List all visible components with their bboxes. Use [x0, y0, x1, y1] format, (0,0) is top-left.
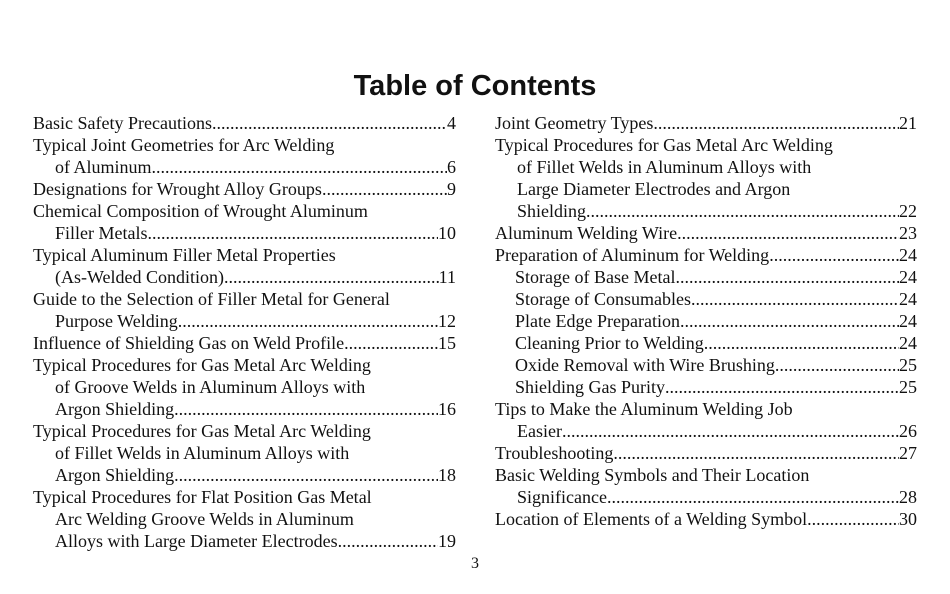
- toc-entry-line: [33, 244, 456, 266]
- toc-entry-line-final: [495, 332, 917, 354]
- toc-entry[interactable]: [495, 464, 917, 508]
- toc-entry-title: Argon Shielding: [55, 399, 175, 419]
- toc-entry-line-final: [33, 178, 456, 200]
- toc-entry[interactable]: [495, 244, 917, 266]
- toc-entry-title: Typical Procedures for Gas Metal Arc Welding: [495, 135, 833, 155]
- toc-entry[interactable]: [33, 134, 456, 178]
- toc-entry-line: [33, 442, 456, 464]
- toc-entry-title: Typical Joint Geometries for Arc Welding: [33, 135, 335, 155]
- toc-entry-line-final: [495, 486, 917, 508]
- toc-entry-line: [33, 376, 456, 398]
- toc-entry[interactable]: [33, 332, 456, 354]
- toc-entry-title: Guide to the Selection of Filler Metal for General: [33, 289, 390, 309]
- toc-entry[interactable]: [33, 244, 456, 288]
- toc-entry-page: 12: [438, 311, 456, 331]
- toc-entry-page: 24: [899, 245, 917, 265]
- toc-entry-line-final: [495, 112, 917, 134]
- toc-entry-title: Plate Edge Preparation: [515, 311, 680, 331]
- toc-entry-title: Typical Procedures for Gas Metal Arc Welding: [33, 421, 371, 441]
- toc-entry-page: 27: [899, 443, 917, 463]
- toc-entry-title: of Aluminum: [55, 157, 152, 177]
- toc-entry-line: [33, 134, 456, 156]
- toc-entry[interactable]: [495, 442, 917, 464]
- dot-leader: [775, 354, 899, 376]
- toc-entry-page: 24: [899, 333, 917, 353]
- toc-entry-title: (As-Welded Condition): [55, 267, 225, 287]
- toc-entry-line-final: [495, 310, 917, 332]
- toc-entry-line-final: [495, 222, 917, 244]
- toc-entry-page: 25: [899, 377, 917, 397]
- page-number: 3: [471, 555, 479, 572]
- toc-entry-title: Chemical Composition of Wrought Aluminum: [33, 201, 368, 221]
- toc-entry-line: [495, 178, 917, 200]
- toc-entry-line-final: [33, 112, 456, 134]
- page-title: Table of Contents: [353, 70, 597, 102]
- toc-entry-title: Basic Welding Symbols and Their Location: [495, 465, 810, 485]
- toc-entry-page: 11: [438, 267, 456, 287]
- toc-entry-line-final: [495, 420, 917, 442]
- toc-entry-line-final: [495, 200, 917, 222]
- toc-entry[interactable]: [495, 310, 917, 332]
- toc-entry-page: 28: [899, 487, 917, 507]
- toc-entry-page: 18: [438, 465, 456, 485]
- dot-leader: [680, 310, 899, 332]
- toc-entry-line-final: [495, 244, 917, 266]
- toc-entry-title: of Fillet Welds in Aluminum Alloys with: [55, 443, 350, 463]
- toc-entry-title: Influence of Shielding Gas on Weld Profile: [33, 333, 345, 353]
- toc-entry-line: [33, 288, 456, 310]
- toc-right-column: [495, 112, 917, 530]
- toc-entry-page: 24: [899, 289, 917, 309]
- dot-leader: [344, 332, 438, 354]
- toc-entry-title: Purpose Welding: [55, 311, 178, 331]
- toc-entry-line-final: [495, 442, 917, 464]
- toc-entry[interactable]: [495, 332, 917, 354]
- toc-entry-line: [33, 420, 456, 442]
- toc-entry[interactable]: [495, 288, 917, 310]
- toc-entry-title: Cleaning Prior to Welding: [515, 333, 704, 353]
- toc-entry-title: Easier: [517, 421, 562, 441]
- toc-entry[interactable]: [33, 112, 456, 134]
- dot-leader: [212, 112, 447, 134]
- toc-entry[interactable]: [33, 288, 456, 332]
- toc-entry-page: 10: [438, 223, 456, 243]
- toc-entry-line: [33, 200, 456, 222]
- dot-leader: [148, 222, 439, 244]
- dot-leader: [178, 310, 438, 332]
- toc-entry-title: Arc Welding Groove Welds in Aluminum: [55, 509, 354, 529]
- toc-entry[interactable]: [33, 178, 456, 200]
- toc-entry-title: Significance: [517, 487, 607, 507]
- toc-entry-title: Alloys with Large Diameter Electrodes: [55, 531, 338, 551]
- toc-entry-title: Typical Procedures for Gas Metal Arc Welding: [33, 355, 371, 375]
- toc-entry-title: Aluminum Welding Wire: [495, 223, 678, 243]
- toc-entry-page: 16: [438, 399, 456, 419]
- toc-entry[interactable]: [495, 222, 917, 244]
- toc-entry[interactable]: [495, 354, 917, 376]
- toc-entry-page: 26: [899, 421, 917, 441]
- toc-entry-line: [495, 464, 917, 486]
- toc-entry-page: 24: [899, 311, 917, 331]
- dot-leader: [653, 112, 899, 134]
- toc-entry-line-final: [495, 288, 917, 310]
- dot-leader: [338, 530, 438, 552]
- toc-entry-title: Argon Shielding: [55, 465, 175, 485]
- dot-leader: [607, 486, 899, 508]
- toc-entry-title: Typical Procedures for Flat Position Gas Metal: [33, 487, 372, 507]
- toc-entry-title: Filler Metals: [55, 223, 148, 243]
- toc-entry-line-final: [33, 266, 456, 288]
- dot-leader: [675, 266, 899, 288]
- dot-leader: [174, 398, 438, 420]
- toc-entry-line: [33, 508, 456, 530]
- dot-leader: [665, 376, 899, 398]
- dot-leader: [677, 222, 899, 244]
- toc-entry-page: 24: [899, 267, 917, 287]
- toc-entry-title: Shielding Gas Purity: [515, 377, 666, 397]
- toc-entry-line-final: [33, 156, 456, 178]
- toc-entry-line-final: [33, 310, 456, 332]
- toc-entry-page: 25: [899, 355, 917, 375]
- toc-entry-title: Storage of Base Metal: [515, 267, 676, 287]
- toc-entry-title: Troubleshooting: [495, 443, 614, 463]
- dot-leader: [807, 508, 899, 530]
- toc-entry[interactable]: [495, 508, 917, 530]
- toc-entry-page: 6: [447, 157, 456, 177]
- dot-leader: [152, 156, 447, 178]
- toc-entry-line: [495, 398, 917, 420]
- toc-entry-line-final: [33, 530, 456, 552]
- toc-entry-title: Large Diameter Electrodes and Argon: [517, 179, 791, 199]
- toc-entry-page: 19: [438, 531, 456, 551]
- dot-leader: [704, 332, 899, 354]
- toc-entry-line-final: [495, 354, 917, 376]
- toc-entry-title: Joint Geometry Types: [495, 113, 654, 133]
- toc-entry-line-final: [495, 508, 917, 530]
- toc-entry[interactable]: [33, 354, 456, 420]
- toc-entry-title: Oxide Removal with Wire Brushing: [515, 355, 775, 375]
- dot-leader: [769, 244, 899, 266]
- toc-entry-title: Shielding: [517, 201, 587, 221]
- dot-leader: [613, 442, 899, 464]
- toc-entry-title: Basic Safety Precautions: [33, 113, 212, 133]
- toc-left-column: [33, 112, 456, 552]
- toc-entry-line-final: [33, 332, 456, 354]
- toc-entry-title: of Groove Welds in Aluminum Alloys with: [55, 377, 366, 397]
- toc-entry-line: [33, 486, 456, 508]
- toc-entry[interactable]: [495, 266, 917, 288]
- toc-entry-page: 23: [899, 223, 917, 243]
- toc-entry-line-final: [33, 398, 456, 420]
- toc-entry[interactable]: [33, 486, 456, 552]
- toc-entry-page: 9: [447, 179, 456, 199]
- dot-leader: [586, 200, 899, 222]
- toc-entry-line: [33, 354, 456, 376]
- toc-entry-title: of Fillet Welds in Aluminum Alloys with: [517, 157, 812, 177]
- toc-entry-title: Tips to Make the Aluminum Welding Job: [495, 399, 793, 419]
- toc-entry-page: 30: [899, 509, 917, 529]
- toc-entry-line-final: [495, 376, 917, 398]
- toc-entry-page: 15: [438, 333, 456, 353]
- toc-entry-line-final: [495, 266, 917, 288]
- dot-leader: [691, 288, 899, 310]
- dot-leader: [174, 464, 438, 486]
- toc-entry[interactable]: [33, 200, 456, 244]
- toc-entry[interactable]: [33, 420, 456, 486]
- toc-entry-line-final: [33, 222, 456, 244]
- toc-entry[interactable]: [495, 112, 917, 134]
- toc-entry-title: Designations for Wrought Alloy Groups: [33, 179, 322, 199]
- toc-entry-page: 21: [899, 113, 917, 133]
- dot-leader: [562, 420, 899, 442]
- toc-entry-page: 22: [899, 201, 917, 221]
- toc-entry[interactable]: [495, 134, 917, 222]
- toc-entry-line-final: [33, 464, 456, 486]
- toc-entry-line: [495, 134, 917, 156]
- toc-entry-title: Storage of Consumables: [515, 289, 691, 309]
- toc-entry-title: Location of Elements of a Welding Symbol: [495, 509, 808, 529]
- dot-leader: [224, 266, 439, 288]
- toc-entry[interactable]: [495, 398, 917, 442]
- toc-entry-title: Typical Aluminum Filler Metal Properties: [33, 245, 336, 265]
- toc-entry-line: [495, 156, 917, 178]
- toc-entry-page: 4: [447, 113, 456, 133]
- dot-leader: [322, 178, 447, 200]
- toc-entry[interactable]: [495, 376, 917, 398]
- toc-entry-title: Preparation of Aluminum for Welding: [495, 245, 770, 265]
